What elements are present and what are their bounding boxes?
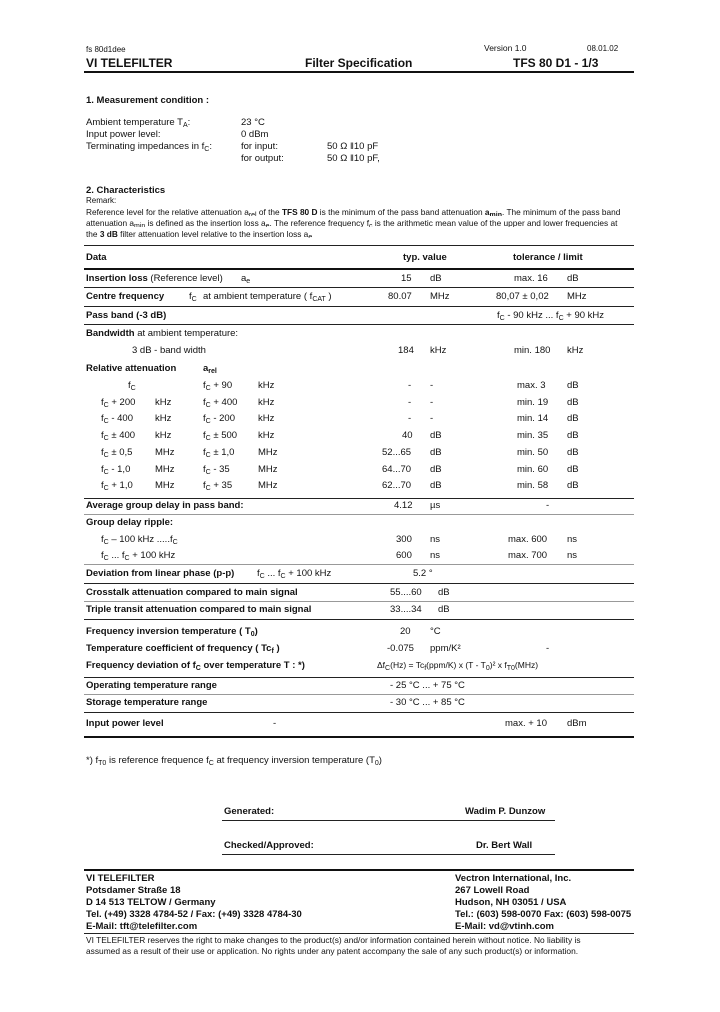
checked-label: Checked/Approved:	[224, 840, 314, 851]
insertion-loss-typ: 15	[401, 273, 412, 284]
storage-temp-label: Storage temperature range	[86, 697, 208, 708]
rule	[84, 564, 634, 565]
footer-left-3: D 14 513 TELTOW / Germany	[86, 897, 216, 908]
atten-row-to: $f_C + 400$	[203, 397, 238, 409]
atten-row-typ-unit: dB	[430, 464, 442, 475]
atten-row-to: $f_C + 90$	[203, 380, 233, 392]
atten-row-to-unit: MHz	[258, 464, 278, 475]
input-termination-label: for input:	[241, 141, 278, 152]
phase-deviation-label: Deviation from linear phase (p-p)	[86, 568, 235, 579]
group-delay-ripple-label: Group delay ripple:	[86, 517, 174, 528]
rule	[84, 712, 634, 713]
atten-row-to: $f_C - 200$	[203, 413, 235, 425]
footer-left-4: Tel. (+49) 3328 4784-52 / Fax: (+49) 3328 4784-30	[86, 909, 302, 920]
atten-row-typ-unit: dB	[430, 480, 442, 491]
avg-group-delay-unit: µs	[430, 500, 441, 511]
inversion-temp-label: Frequency inversion temperature ( $T_0$)	[86, 626, 258, 638]
col-header-typ: typ. value	[403, 252, 447, 263]
atten-row-to-unit: kHz	[258, 413, 275, 424]
ripple-1-typ: 300	[396, 534, 412, 545]
triple-transit-label: Triple transit attenuation compared to main signal	[86, 604, 312, 615]
temp-coefficient-typ: -0.075	[387, 643, 414, 654]
footer-rule	[84, 933, 634, 934]
input-power-value: 0 dBm	[241, 129, 269, 140]
footer-right-2: 267 Lowell Road	[455, 885, 530, 896]
atten-row-tol-unit: dB	[567, 430, 579, 441]
atten-row-to: $f_C \pm 500$	[203, 430, 238, 442]
rule	[84, 583, 634, 584]
measurement-heading: 1. Measurement condition :	[86, 95, 209, 106]
rule	[84, 287, 634, 288]
relative-attenuation-symbol: $a_{rel}$	[203, 363, 217, 375]
freq-deviation-formula: $\Delta f_C(Hz) = Tc_f(ppm/K)$ x $(T - T_0)^2$ x $f_{T0}(MHz)$	[377, 660, 539, 672]
date: 08.01.02	[587, 44, 619, 53]
atten-row-to: $f_C - 35$	[203, 464, 230, 476]
crosstalk-label: Crosstalk attenuation compared to main signal	[86, 587, 298, 598]
centre-frequency-typ: 80.07	[388, 291, 412, 302]
atten-row-from: $f_C \pm 0,5$	[101, 447, 133, 459]
atten-row-typ: -	[408, 380, 412, 391]
atten-row-tol: min. 58	[517, 480, 549, 491]
atten-row-tol-unit: dB	[567, 380, 579, 391]
rule	[84, 677, 634, 678]
insertion-loss-tol-unit: dB	[567, 273, 579, 284]
atten-row-typ-unit: dB	[430, 447, 442, 458]
atten-row-from-unit: kHz	[155, 413, 172, 424]
header-rule	[84, 71, 634, 73]
remark-label: Remark:	[86, 196, 117, 205]
atten-row-to-unit: kHz	[258, 430, 275, 441]
col-header-tolerance: tolerance / limit	[513, 252, 583, 263]
atten-row-typ: 40	[402, 430, 413, 441]
atten-row-from: $f_C \pm 400$	[101, 430, 136, 442]
ripple-1-unit: ns	[430, 534, 441, 545]
rule	[84, 601, 634, 602]
phase-deviation-typ: 5.2 °	[413, 568, 433, 579]
generated-label: Generated:	[224, 806, 275, 817]
bandwidth-typ-unit: kHz	[430, 345, 447, 356]
ripple-range-2: $f_C$ ... $f_C + 100$ kHz	[101, 550, 176, 562]
ripple-1-tol-unit: ns	[567, 534, 578, 545]
atten-row-typ: 62...70	[382, 480, 412, 491]
footer-right-4: Tel.: (603) 598-0070 Fax: (603) 598-0075	[455, 909, 632, 920]
temp-coefficient-tol: -	[546, 643, 550, 654]
centre-frequency-label: Centre frequency	[86, 291, 165, 302]
generated-name: Wadim P. Dunzow	[465, 806, 546, 817]
freq-deviation-label: Frequency deviation of $f_C$ over temperature T : *)	[86, 660, 305, 672]
storage-temp-value: - 30 °C ... + 85 °C	[390, 697, 465, 708]
version: Version 1.0	[484, 43, 527, 53]
doc-title: Filter Specification	[305, 56, 413, 70]
atten-row-tol-unit: dB	[567, 480, 579, 491]
relative-attenuation-label: Relative attenuation	[86, 363, 177, 374]
bandwidth-typ: 184	[398, 345, 414, 356]
disclaimer-line-1: VI TELEFILTER reserves the right to make changes to the product(s) and/or information contained herein without notice. No liability is	[86, 935, 581, 945]
ripple-2-tol: max. 700	[508, 550, 548, 561]
footer-right-1: Vectron International, Inc.	[455, 873, 572, 884]
footer-left-1: VI TELEFILTER	[86, 873, 155, 884]
atten-row-from-unit: MHz	[155, 447, 175, 458]
atten-row-typ-unit: dB	[430, 430, 442, 441]
atten-row-typ: 52...65	[382, 447, 412, 458]
footer-top-rule	[84, 869, 634, 871]
atten-row-tol: min. 14	[517, 413, 549, 424]
bandwidth-tol-unit: kHz	[567, 345, 584, 356]
atten-row-tol-unit: dB	[567, 413, 579, 424]
avg-group-delay-label: Average group delay in pass band:	[86, 500, 244, 511]
inversion-temp-unit: °C	[430, 626, 441, 637]
rule	[84, 306, 634, 307]
input-power-level-tol: max. + 10	[505, 718, 547, 729]
checked-name: Dr. Bert Wall	[476, 840, 533, 851]
rule	[84, 694, 634, 695]
triple-transit-unit: dB	[438, 604, 450, 615]
remark-paragraph-line-2: attenuation $a_{min}$ is defined as the insertion loss $a_e$. The reference frequency $f_c$ is the arithmetic mean value of the upper and lower frequencies at	[86, 219, 618, 228]
col-header-data: Data	[86, 252, 107, 263]
table-header-rule	[84, 268, 634, 270]
inversion-temp-typ: 20	[400, 626, 411, 637]
checked-signature-line	[222, 854, 555, 855]
pass-band-tol: $f_C - 90$ kHz ... $f_C + 90$ kHz	[497, 310, 605, 322]
output-termination-value: 50 Ω ‖10 pF,	[327, 153, 380, 164]
input-power-level-dash: -	[273, 718, 277, 729]
insertion-loss-tol: max. 16	[514, 273, 548, 284]
remark-paragraph-line-1: Reference level for the relative attenuation $a_{rel}$ of the TFS 80 D is the minimum of the pass band attenuation $a_{min}$. The minimum of the pass band	[86, 208, 621, 217]
bandwidth-tol: min. 180	[514, 345, 551, 356]
rule	[84, 324, 634, 325]
company-name: VI TELEFILTER	[86, 56, 173, 70]
footer-left-email[interactable]: E-Mail: tft@telefilter.com	[86, 921, 198, 932]
bandwidth-sublabel: 3 dB - band width	[132, 345, 206, 356]
terminating-impedance-label: Terminating impedances in $f_C$:	[86, 141, 212, 153]
insertion-loss-label: Insertion loss (Reference level)	[86, 273, 223, 284]
rule	[84, 498, 634, 499]
atten-row-from-unit: kHz	[155, 397, 172, 408]
footer-right-email[interactable]: E-Mail: vd@vtinh.com	[455, 921, 554, 932]
disclaimer-line-2: assumed as a result of their use or application. No rights under any patent accompany the sale of any such product(s) or information.	[86, 946, 579, 956]
rule	[84, 514, 634, 515]
atten-row-to-unit: kHz	[258, 380, 275, 391]
atten-row-to-unit: MHz	[258, 447, 278, 458]
ripple-1-tol: max. 600	[508, 534, 548, 545]
table-top-rule	[84, 245, 634, 246]
atten-row-tol-unit: dB	[567, 464, 579, 475]
atten-row-to: $f_C \pm 1,0$	[203, 447, 235, 459]
triple-transit-typ: 33....34	[390, 604, 422, 615]
atten-row-from: $f_C - 400$	[101, 413, 133, 425]
table-bottom-rule	[84, 736, 634, 738]
bandwidth-heading: Bandwidth at ambient temperature:	[86, 328, 239, 339]
atten-row-typ-unit: -	[430, 413, 434, 424]
atten-row-to-unit: kHz	[258, 397, 275, 408]
remark-paragraph-line-3: the 3 dB filter attenuation level relative to the insertion loss $a_e$	[86, 230, 313, 239]
footnote: *) $f_{T0}$ is reference frequence $f_C$ at frequency inversion temperature $(T_0)$	[86, 755, 382, 767]
atten-row-from-unit: MHz	[155, 464, 175, 475]
ripple-2-unit: ns	[430, 550, 441, 561]
centre-frequency-condition: at ambient temperature ( $f_{CAT}$ )	[203, 291, 332, 303]
atten-row-from: $f_C - 1,0$	[101, 464, 131, 476]
atten-row-typ-unit: -	[430, 380, 434, 391]
avg-group-delay-tol: -	[546, 500, 550, 511]
pass-band-label: Pass band (-3 dB)	[86, 310, 167, 321]
atten-row-from: $f_C + 1,0$	[101, 480, 133, 492]
doc-number: fs 80d1dee	[86, 45, 126, 54]
crosstalk-typ: 55....60	[390, 587, 422, 598]
output-termination-label: for output:	[241, 153, 284, 164]
crosstalk-unit: dB	[438, 587, 450, 598]
temp-coefficient-label: Temperature coefficient of frequency ( $Tc_f$ )	[86, 643, 280, 655]
ripple-range-1: $f_C - 100$ kHz $.....f_C$	[101, 534, 178, 546]
atten-row-to-unit: MHz	[258, 480, 278, 491]
phase-deviation-range: $f_C$ ... $f_C + 100$ kHz	[257, 568, 332, 580]
atten-row-tol: min. 60	[517, 464, 549, 475]
ripple-2-typ: 600	[396, 550, 412, 561]
ambient-temp-value: 23 °C	[241, 117, 265, 128]
generated-signature-line	[222, 820, 555, 821]
operating-temp-value: - 25 °C ... + 75 °C	[390, 680, 465, 691]
operating-temp-label: Operating temperature range	[86, 680, 217, 691]
atten-row-tol-unit: dB	[567, 447, 579, 458]
centre-frequency-tol: 80,07 ± 0,02	[496, 291, 549, 302]
centre-frequency-tol-unit: MHz	[567, 291, 587, 302]
atten-row-from-unit: kHz	[155, 430, 172, 441]
avg-group-delay-typ: 4.12	[394, 500, 413, 511]
footer-right-3: Hudson, NH 03051 / USA	[455, 897, 567, 908]
atten-row-tol-unit: dB	[567, 397, 579, 408]
input-power-level-unit: dBm	[567, 718, 587, 729]
input-power-label: Input power level:	[86, 129, 161, 140]
atten-row-tol: min. 50	[517, 447, 549, 458]
input-power-level-label: Input power level	[86, 718, 164, 729]
atten-row-typ: 64...70	[382, 464, 412, 475]
centre-frequency-typ-unit: MHz	[430, 291, 450, 302]
ripple-2-tol-unit: ns	[567, 550, 578, 561]
atten-row-typ-unit: -	[430, 397, 434, 408]
insertion-loss-symbol: $a_e$	[241, 273, 251, 285]
atten-row-tol: min. 35	[517, 430, 549, 441]
insertion-loss-typ-unit: dB	[430, 273, 442, 284]
part-number: TFS 80 D1 - 1/3	[513, 56, 599, 70]
atten-row-from: $f_C$	[128, 380, 136, 392]
centre-frequency-symbol: $f_C$	[189, 291, 197, 303]
input-termination-value: 50 Ω ‖10 pF	[327, 141, 379, 152]
atten-row-tol: max. 3	[517, 380, 546, 391]
temp-coefficient-unit: ppm/K²	[430, 643, 461, 654]
atten-row-to: $f_C + 35$	[203, 480, 233, 492]
footer-left-2: Potsdamer Straße 18	[86, 885, 181, 896]
atten-row-from: $f_C + 200$	[101, 397, 136, 409]
atten-row-tol: min. 19	[517, 397, 549, 408]
ambient-temp-label: Ambient temperature $T_A$:	[86, 117, 191, 129]
rule	[84, 619, 634, 620]
atten-row-typ: -	[408, 397, 412, 408]
atten-row-from-unit: MHz	[155, 480, 175, 491]
characteristics-heading: 2. Characteristics	[86, 185, 166, 196]
atten-row-typ: -	[408, 413, 412, 424]
